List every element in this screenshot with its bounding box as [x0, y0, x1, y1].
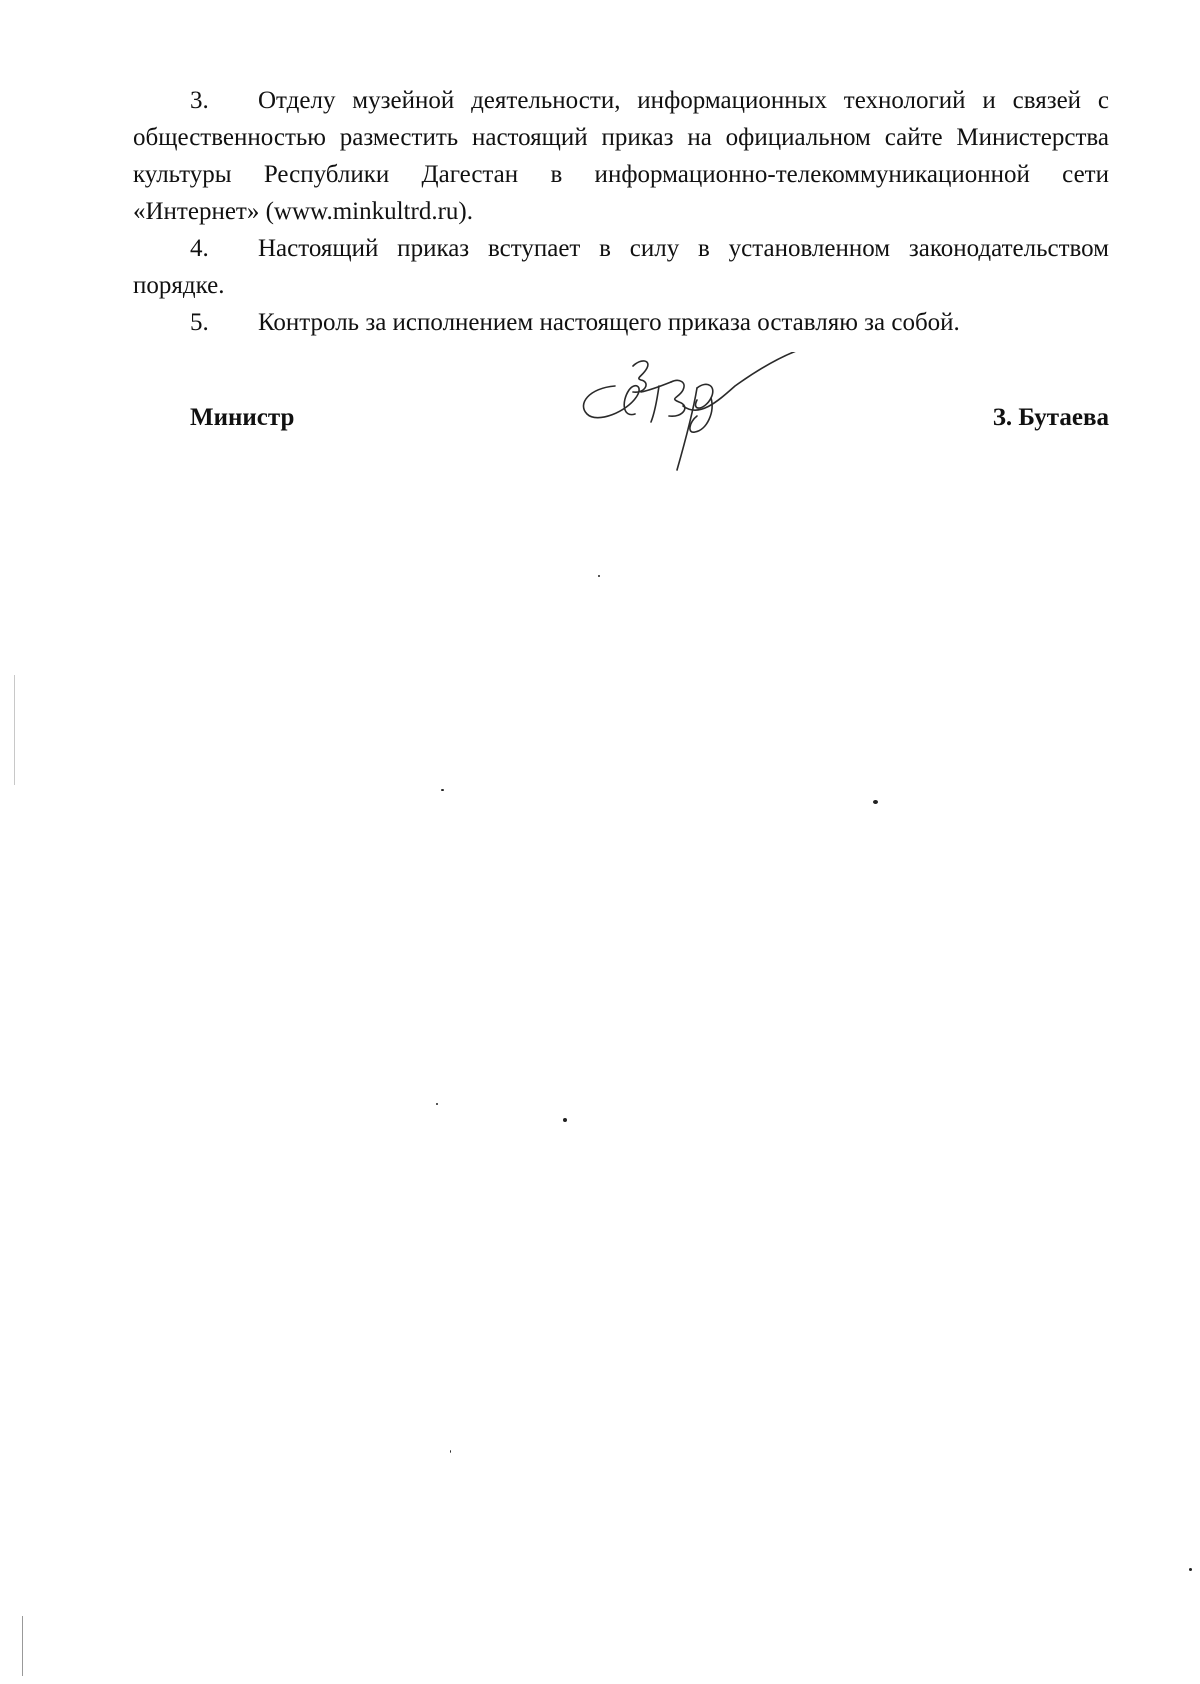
scan-speck: [598, 575, 600, 577]
scan-edge-line: [14, 675, 15, 785]
signer-name: З. Бутаева: [992, 404, 1109, 431]
scan-speck: [873, 800, 878, 804]
document-body: [133, 82, 1109, 341]
scan-speck: [441, 789, 444, 791]
item-text: Отделу музейной деятельности, информационных технологий и связей с общественностью разместить настоящий приказ на официальном сайте Министерства культуры Республики Дагестан в информационно-телекоммуникационной сети «Интернет» (www.minkultrd.ru).: [133, 87, 1109, 225]
scan-edge-line: [22, 1616, 23, 1676]
item-number: 4.: [190, 235, 209, 262]
list-item: [133, 230, 1109, 304]
handwritten-signature: [575, 352, 835, 492]
item-number: 3.: [190, 87, 209, 114]
scan-speck: [450, 1450, 451, 1453]
scan-speck: [1189, 1568, 1192, 1571]
scan-speck: [436, 1103, 438, 1105]
scan-speck: [563, 1118, 567, 1122]
signer-position: Министр: [190, 404, 295, 431]
list-item: [133, 82, 1109, 230]
item-text: Настоящий приказ вступает в силу в установленном законодательством порядке.: [133, 235, 1109, 299]
item-text: Контроль за исполнением настоящего приказа оставляю за собой.: [258, 309, 960, 336]
list-item: [133, 304, 1109, 341]
item-number: 5.: [190, 309, 209, 336]
